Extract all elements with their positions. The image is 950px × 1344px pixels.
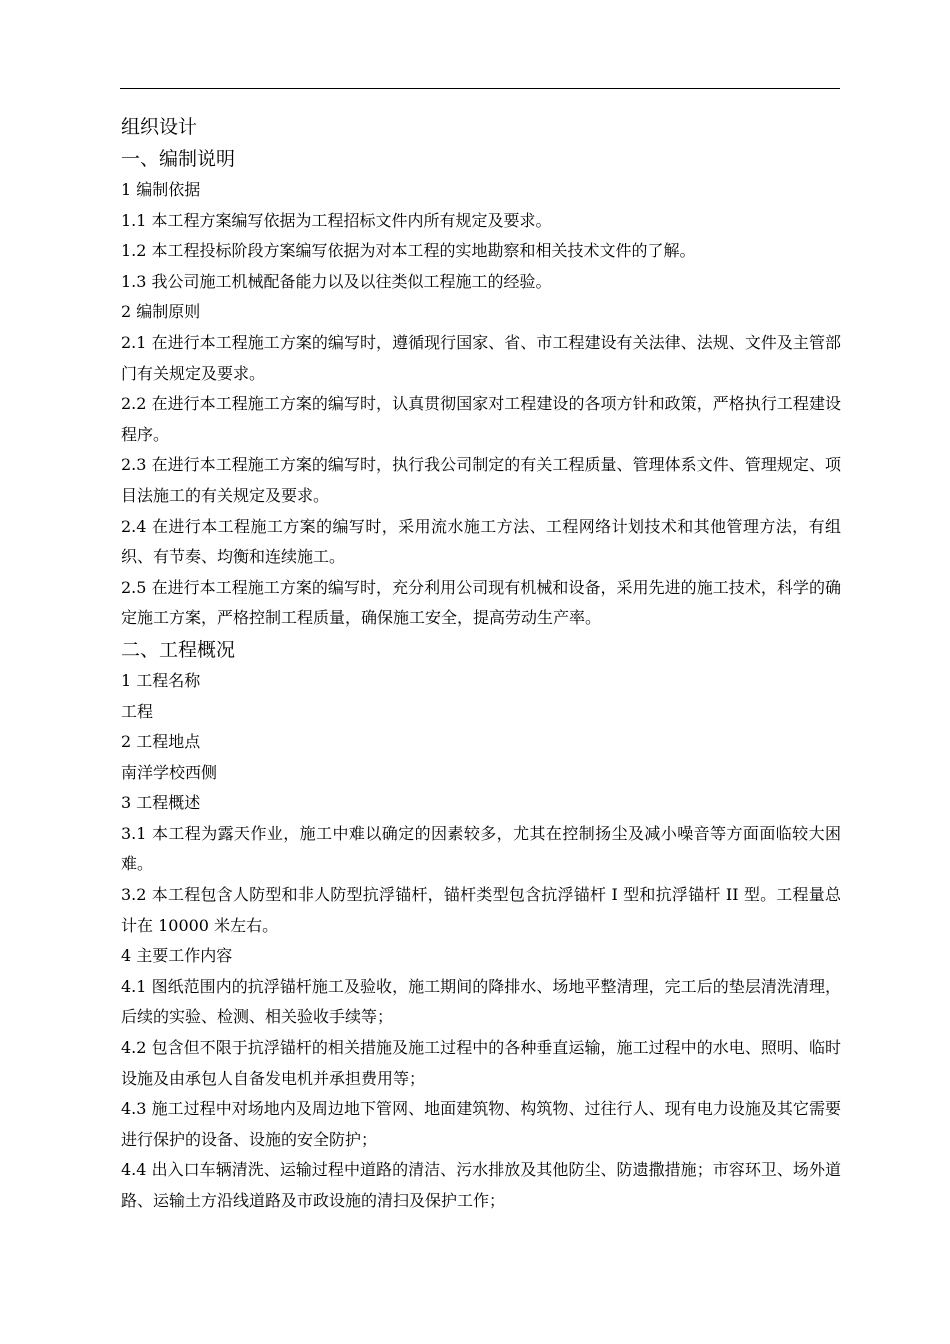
paragraph-3-1: 3.1 本工程为露天作业，施工中难以确定的因素较多，尤其在控制扬尘及减小噪音等方面面临较大困难。 xyxy=(121,823,841,874)
subheading-project-name: 1 工程名称 xyxy=(121,670,201,690)
section-heading-compilation: 一、编制说明 xyxy=(121,148,236,170)
paragraph-3-2: 3.2 本工程包含人防型和非人防型抗浮锚杆，锚杆类型包含抗浮锚杆 I 型和抗浮锚杆 II 型。工程量总计在 10000 米左右。 xyxy=(121,885,841,935)
subheading-project-location: 2 工程地点 xyxy=(121,732,201,752)
project-name-value: 工程 xyxy=(121,701,154,721)
paragraph-1-2: 1.2 本工程投标阶段方案编写依据为对本工程的实地勘察和相关技术文件的了解。 xyxy=(121,241,696,261)
subheading-principles: 2 编制原则 xyxy=(121,302,201,322)
paragraph-2-1: 2.1 在进行本工程施工方案的编写时，遵循现行国家、省、市工程建设有关法律、法规、文件及主管部门有关规定及要求。 xyxy=(121,332,841,383)
paragraph-4-2: 4.2 包含但不限于抗浮锚杆的相关措施及施工过程中的各种垂直运输，施工过程中的水电、照明、临时设施及由承包人自备发电机并承担费用等； xyxy=(121,1038,841,1088)
paragraph-4-1: 4.1 图纸范围内的抗浮锚杆施工及验收，施工期间的降排水、场地平整清理，完工后的垫层清洗清理，后续的实验、检测、相关验收手续等； xyxy=(121,976,841,1027)
subheading-basis: 1 编制依据 xyxy=(121,180,201,199)
paragraph-1-3: 1.3 我公司施工机械配备能力以及以往类似工程施工的经验。 xyxy=(121,271,552,291)
paragraph-1-1: 1.1 本工程方案编写依据为工程招标文件内所有规定及要求。 xyxy=(121,210,552,230)
header-rule xyxy=(120,88,840,89)
project-location-value: 南洋学校西侧 xyxy=(121,762,218,782)
paragraph-4-3: 4.3 施工过程中对场地内及周边地下管网、地面建筑物、构筑物、过往行人、现有电力设施及其它需要进行保护的设备、设施的安全防护； xyxy=(121,1099,841,1149)
paragraph-2-4: 2.4 在进行本工程施工方案的编写时，采用流水施工方法、工程网络计划技术和其他管理方法，有组织、有节奏、均衡和连续施工。 xyxy=(121,516,841,567)
paragraph-2-2: 2.2 在进行本工程施工方案的编写时，认真贯彻国家对工程建设的各项方针和政策，严格执行工程建设程序。 xyxy=(121,394,841,444)
section-heading-overview: 二、工程概况 xyxy=(121,638,236,661)
document-title: 组织设计 xyxy=(121,116,198,138)
subheading-main-work: 4 主要工作内容 xyxy=(121,946,233,966)
paragraph-2-3: 2.3 在进行本工程施工方案的编写时，执行我公司制定的有关工程质量、管理体系文件、管理规定、项目法施工的有关规定及要求。 xyxy=(121,455,841,505)
paragraph-2-5: 2.5 在进行本工程施工方案的编写时，充分利用公司现有机械和设备，采用先进的施工技术，科学的确定施工方案，严格控制工程质量，确保施工安全，提高劳动生产率。 xyxy=(121,577,841,628)
paragraph-4-4: 4.4 出入口车辆清洗、运输过程中道路的清洁、污水排放及其他防尘、防遗撒措施；市容环卫、场外道路、运输土方沿线道路及市政设施的清扫及保护工作； xyxy=(121,1160,841,1210)
document-body xyxy=(121,111,841,1217)
subheading-project-summary: 3 工程概述 xyxy=(121,793,201,813)
